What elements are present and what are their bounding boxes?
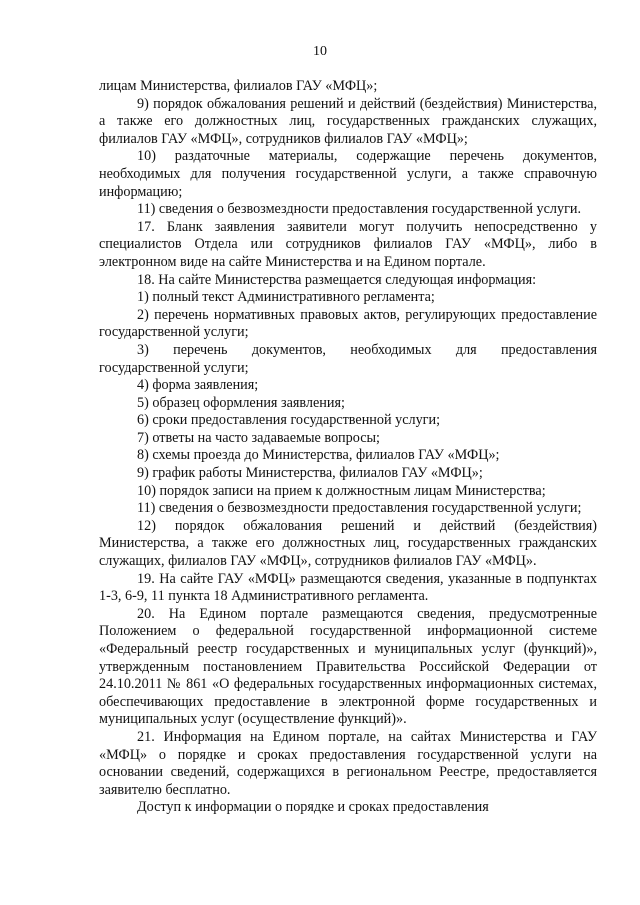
list-item-11-free-of-charge: 11) сведения о безвозмездности предоставления государственной услуги. (137, 201, 582, 218)
list-item-3: 3) перечень документов, необходимых для предоставления государственной услуги; (99, 341, 597, 376)
list-item-11: 11) сведения о безвозмездности предоставления государственной услуги; (137, 500, 582, 517)
list-item-2: 2) перечень нормативных правовых актов, регулирующих предоставление государственной услуги; (99, 306, 597, 341)
paragraph-21: 21. Информация на Едином портале, на сайтах Министерства и ГАУ «МФЦ» о порядке и сроках предоставления государственной услуги на основании сведений, содержащихся в региональном Реестре, предоставляется заявителю бесплатно. (99, 728, 597, 798)
paragraph-18: 18. На сайте Министерства размещается следующая информация: (137, 271, 537, 288)
list-item-10: 10) порядок записи на прием к должностным лицам Министерства; (137, 482, 546, 499)
list-item-7: 7) ответы на часто задаваемые вопросы; (137, 429, 380, 446)
list-item-4: 4) форма заявления; (137, 377, 259, 394)
list-item-12: 12) порядок обжалования решений и действий (бездействия) Министерства, а также его должностных лиц, государственных гражданских служащих, филиалов ГАУ «МФЦ», сотрудников филиалов ГАУ «МФЦ». (99, 517, 597, 570)
paragraph-17: 17. Бланк заявления заявители могут получить непосредственно у специалистов Отдела или сотрудников филиалов ГАУ «МФЦ», либо в электронном виде на сайте Министерства и на Едином портале. (99, 218, 597, 270)
document-body (99, 78, 597, 817)
page-number: 10 (313, 44, 327, 59)
paragraph-continuation: лицам Министерства, филиалов ГАУ «МФЦ»; (99, 78, 378, 94)
paragraph-20: 20. На Едином портале размещаются сведения, предусмотренные Положением о федеральной государственной информационной системе «Федеральный реестр государственных и муниципальных услуг (функций)», утвержденным постановлением Правительства Российской Федерации от 24.10.2011 № 861 «О федеральных государственных информационных системах, обеспечивающих предоставление в электронной форме государственных и муниципальных услуг (осуществление функций)». (99, 605, 597, 728)
list-item-9-appeal-procedure: 9) порядок обжалования решений и действий (бездействия) Министерства, а также его должностных лиц, государственных гражданских служащих, филиалов ГАУ «МФЦ», сотрудников филиалов ГАУ «МФЦ»; (99, 95, 597, 147)
list-item-5: 5) образец оформления заявления; (137, 394, 345, 411)
paragraph-access-start: Доступ к информации о порядке и сроках предоставления (137, 799, 489, 816)
list-item-6: 6) сроки предоставления государственной услуги; (137, 412, 441, 429)
list-item-8: 8) схемы проезда до Министерства, филиалов ГАУ «МФЦ»; (137, 447, 500, 464)
list-item-10-handouts: 10) раздаточные материалы, содержащие перечень документов, необходимых для получения государственной услуги, а также справочную информацию; (99, 148, 597, 200)
paragraph-19: 19. На сайте ГАУ «МФЦ» размещаются сведения, указанные в подпунктах 1-3, 6-9, 11 пункта 18 Административного регламента. (99, 570, 597, 605)
list-item-9: 9) график работы Министерства, филиалов ГАУ «МФЦ»; (137, 465, 483, 482)
list-item-1: 1) полный текст Административного регламента; (137, 289, 435, 306)
